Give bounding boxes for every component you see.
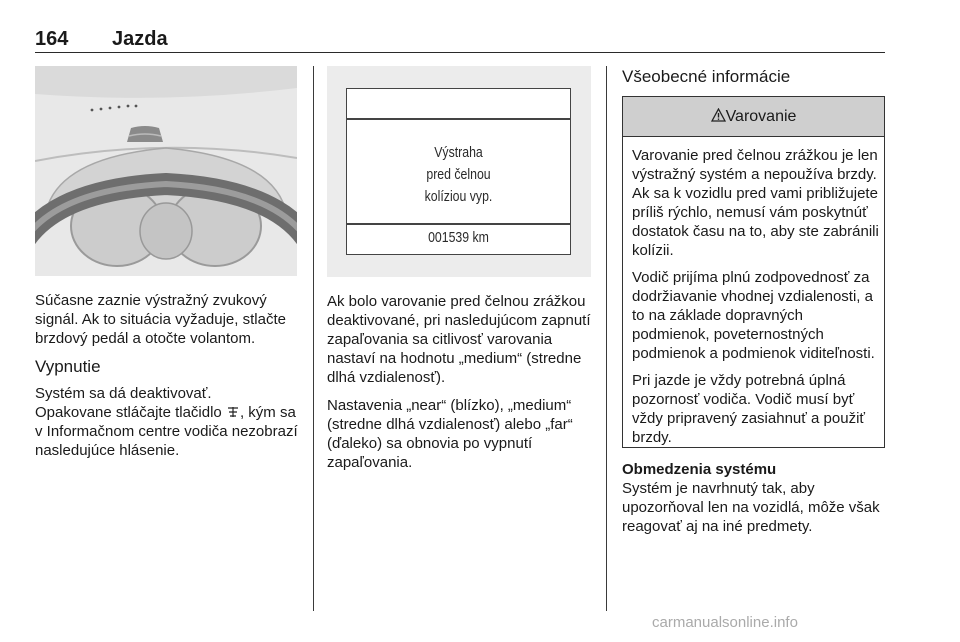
warning-body [623,137,884,447]
steering-wheel-drawing [35,66,297,276]
section-heading-vypnutie: Vypnutie [35,357,101,376]
watermark: carmanualsonline.info [652,614,798,631]
warning-paragraph-2: Vodič prijíma plnú zodpovednosť za dodržiavanie vhodnej vzdialenosti, a to na základe dopravných podmienok, poveternostných podmienok a podmienok viditeľnosti. [632,269,875,362]
section-heading-general: Všeobecné informácie [622,67,791,86]
right-column-heading [622,67,887,94]
warning-header [623,97,884,137]
left-column [35,291,301,460]
collision-warning-button-icon [226,406,240,418]
display-screen [346,88,571,255]
column-divider-left [313,66,314,611]
page-number: 164 [35,28,69,50]
display-message [367,142,550,208]
display-top-rule [347,118,570,120]
display-line-2: pred čelnou [426,166,491,183]
deactivation-line-1: Systém sa dá deaktivovať. [35,385,212,402]
warning-title: Varovanie [725,108,797,125]
system-limits-text: Systém je navrhnutý tak, aby upozorňoval len na vozidlá, môže však reagovať aj na iné predmety. [622,480,880,535]
system-limits-section [622,460,887,545]
middle-paragraph-1: Ak bolo varovanie pred čelnou zrážkou deaktivované, pri nasledujúcom zapnutí zapaľovania sa citlivosť varovania nastaví na hodnotu „medium“ (stredne dlhá vzdialenosť). [327,293,591,386]
warning-paragraph-1: Varovanie pred čelnou zrážkou je len výstražný systém a nepoužíva brzdy. Ak sa k vozidlu pred vami približujete príliš rýchlo, nemusí vám poskytnúť dostatok času na to, aby ste zabránili kolízii. [632,147,879,259]
warning-paragraph-3: Pri jazde je vždy potrebná úplná pozornosť vodiča. Vodič musí byť vždy pripravený zasiahnuť a použiť brzdy. [632,372,866,446]
page-header [35,26,885,53]
warning-box [622,96,885,448]
display-bottom-rule [347,223,570,225]
driver-info-display-illustration [327,66,591,277]
dashboard-illustration [35,66,297,276]
display-line-1: Výstraha [434,144,483,161]
chapter-title: Jazda [112,28,168,50]
middle-paragraph-2: Nastavenia „near“ (blízko), „medium“ (stredne dlhá vzdialenosť) alebo „far“ (ďaleko) sa obnovia po vypnutí zapaľovania. [327,397,573,471]
deactivation-text [35,384,301,460]
middle-column [327,292,595,481]
system-limits-heading: Obmedzenia systému [622,461,777,478]
display-odometer: 001539 km [428,229,489,246]
deactivation-line-2a: Opakovane stláčajte tlačidlo [35,404,222,421]
column-divider-right [606,66,607,611]
display-line-3: kolíziou vyp. [424,188,493,205]
intro-paragraph: Súčasne zaznie výstražný zvukový signál. Ak to situácia vyžaduje, stlačte brzdový pedál a otočte volantom. [35,292,286,347]
deactivation-line-2b: , kým sa v Informačnom centre vodiča nezobrazí nasledujúce hlásenie. [35,404,298,459]
warning-triangle-icon [711,108,726,122]
